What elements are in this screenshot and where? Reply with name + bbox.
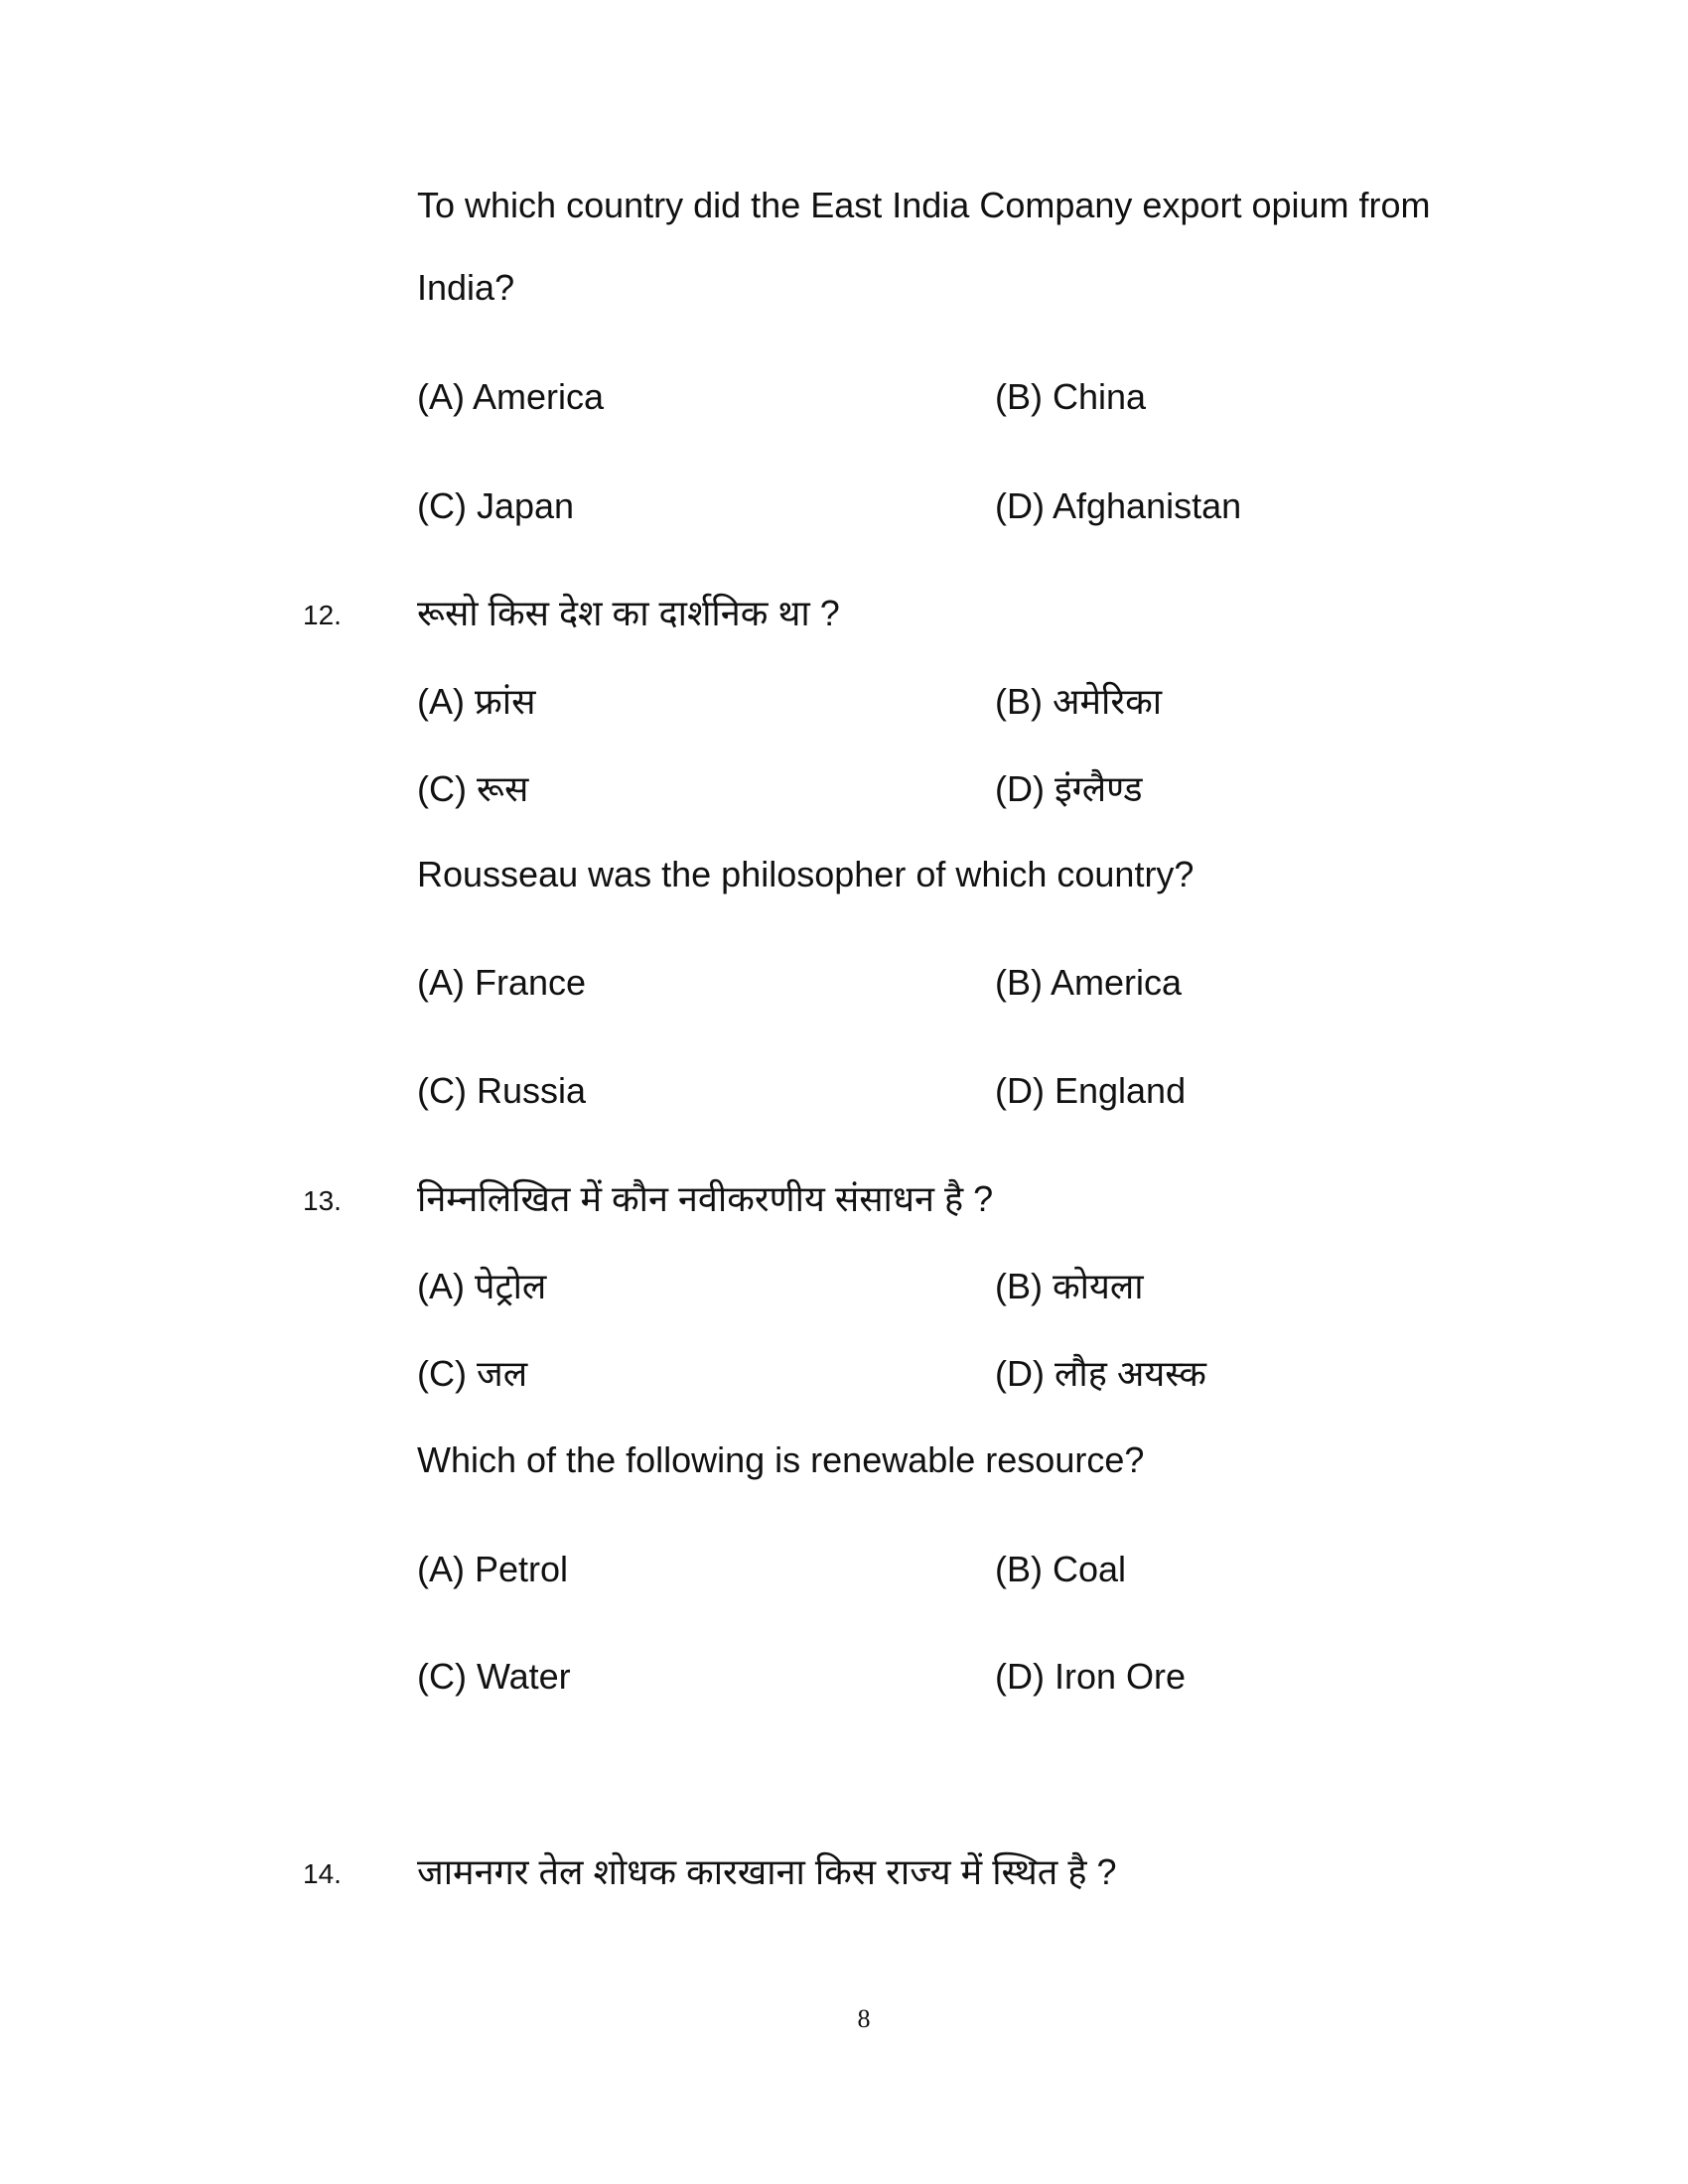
question-13-hindi: निम्नलिखित में कौन नवीकरणीय संसाधन है ? [417, 1178, 994, 1219]
question-12-english: Rousseau was the philosopher of which country? [417, 854, 1195, 894]
question-14-number: 14. [303, 1858, 342, 1889]
q11-option-c: (C) Japan [417, 485, 575, 526]
q12-option-c: (C) Russia [417, 1070, 587, 1111]
q13-hindi-option-b: (B) कोयला [995, 1266, 1144, 1306]
q13-hindi-option-a: (A) पेट्रोल [417, 1266, 547, 1306]
q13-option-b: (B) Coal [995, 1549, 1127, 1589]
question-11-english-line1: To which country did the East India Company export opium from [417, 185, 1431, 225]
q12-option-a: (A) France [417, 962, 587, 1003]
q12-option-b: (B) America [995, 962, 1183, 1003]
question-11-english-line2: India? [417, 267, 515, 308]
q12-hindi-option-c: (C) रूस [417, 768, 529, 809]
question-13-number: 13. [303, 1185, 342, 1216]
q13-hindi-option-d: (D) लौह अयस्क [995, 1353, 1206, 1394]
q12-hindi-option-d: (D) इंग्लैण्ड [995, 768, 1143, 809]
q13-hindi-option-c: (C) जल [417, 1353, 528, 1394]
q13-option-a: (A) Petrol [417, 1549, 569, 1589]
question-12-hindi: रूसो किस देश का दार्शनिक था ? [417, 593, 840, 633]
q13-option-c: (C) Water [417, 1656, 571, 1697]
question-13-english: Which of the following is renewable resource? [417, 1439, 1145, 1480]
page-number: 8 [857, 2004, 871, 2033]
q13-option-d: (D) Iron Ore [995, 1656, 1187, 1697]
q11-option-a: (A) America [417, 376, 605, 417]
q11-option-d: (D) Afghanistan [995, 485, 1242, 526]
q12-hindi-option-b: (B) अमेरिका [995, 681, 1163, 722]
q12-hindi-option-a: (A) फ्रांस [417, 681, 536, 722]
question-14-hindi: जामनगर तेल शोधक कारखाना किस राज्य में स्थित है ? [417, 1851, 1117, 1892]
question-12-number: 12. [303, 600, 342, 630]
q11-option-b: (B) China [995, 376, 1147, 417]
q12-option-d: (D) England [995, 1070, 1187, 1111]
